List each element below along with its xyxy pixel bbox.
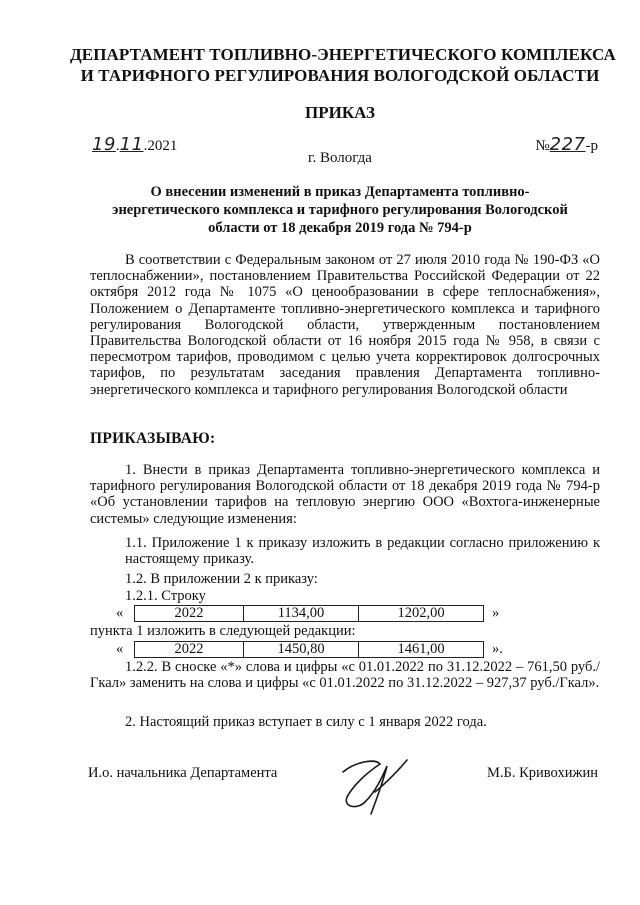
number-prefix: № [535,138,550,154]
signer-position: И.о. начальника Департамента [88,765,278,781]
new-tariff-row-table [134,641,484,658]
item-1-1-text: 1.1. Приложение 1 к приказу изложить в редакции согласно приложению к настоящему приказу. [125,535,600,568]
item-1-2-1-line: 1.2.1. Строку [125,588,206,604]
department-heading [70,44,616,86]
date-month-handwritten: 11 [119,134,144,155]
number-handwritten: 227 [549,134,586,155]
subject-line-2: энергетического комплекса и тарифного регулирования Вологодской [112,202,568,218]
new-value-2-cell: 1461,00 [359,642,484,658]
quote-close-new: ». [492,641,503,657]
handwritten-signature [335,752,415,822]
preamble-paragraph: В соответствии с Федеральным законом от 27 июля 2010 года № 190-ФЗ «О теплоснабжении», постановлением Правительства Российской Федерации от 22 октября 2012 года № 1075 «О ценообразовании в сфере теплоснабжения», Положением о Департаменте топливно-энергетического комплекса и тарифного регулирования Вологодской области, утвержденным постановлением Правительства Вологодской области от 16 ноября 2015 года № 958, в связи с пересмотром тарифов, проводимом с целью учета корректировок долгосрочных тарифов, по результатам заседания правления Департамента топливно-энергетического комплекса и тарифного регулирования Вологодской области [90,252,600,398]
item-1-2-2-paragraph: 1.2.2. В сноске «*» слова и цифры «с 01.01.2022 по 31.12.2022 – 761,50 руб./Гкал» заменить на слова и цифры «с 01.01.2022 по 31.12.2022 – 927,37 руб./Гкал». [90,659,600,692]
quote-open-new: « [116,641,124,657]
item-1-paragraph: 1. Внести в приказ Департамента топливно-энергетического комплекса и тарифного регулирования Вологодской области от 18 декабря 2019 года № 794-р «Об установлении тарифов на тепловую энергию ООО «Вохтога-инженерные системы» следующие изменения: [90,462,600,527]
quote-close-old: » [492,605,500,621]
order-word: ПРИКАЗЫВАЮ: [90,430,216,447]
department-line-2: И ТАРИФНОГО РЕГУЛИРОВАНИЯ ВОЛОГОДСКОЙ ОБЛАСТИ [80,66,600,85]
date-day-handwritten: 19 [92,134,116,155]
old-value-2-cell: 1202,00 [359,606,484,622]
item-1-2-line: 1.2. В приложении 2 к приказу: [125,571,318,587]
item-2-line: 2. Настоящий приказ вступает в силу с 1 января 2022 года. [125,714,487,730]
new-year-cell: 2022 [135,642,244,658]
old-value-1-cell: 1134,00 [244,606,359,622]
order-subject [95,183,585,237]
table-row [135,606,484,622]
quote-open-old: « [116,605,124,621]
subject-line-1: О внесении изменений в приказ Департамента топливно- [150,184,530,200]
doc-type-title: ПРИКАЗ [305,103,375,122]
new-value-1-cell: 1450,80 [244,642,359,658]
item-1-1-paragraph [90,535,600,567]
subject-line-3: области от 18 декабря 2019 года № 794-р [208,220,472,236]
date-separator: . [115,138,120,154]
number-suffix: -р [585,138,598,154]
city: г. Вологда [308,150,372,166]
old-year-cell: 2022 [135,606,244,622]
signer-name: М.Б. Кривохижин [487,765,598,781]
old-tariff-row-table [134,605,484,622]
date-year: .2021 [143,138,178,154]
department-line-1: ДЕПАРТАМЕНТ ТОПЛИВНО-ЭНЕРГЕТИЧЕСКОГО КОМПЛЕКСА [70,45,616,64]
table-row [135,642,484,658]
between-line: пункта 1 изложить в следующей редакции: [90,623,356,639]
